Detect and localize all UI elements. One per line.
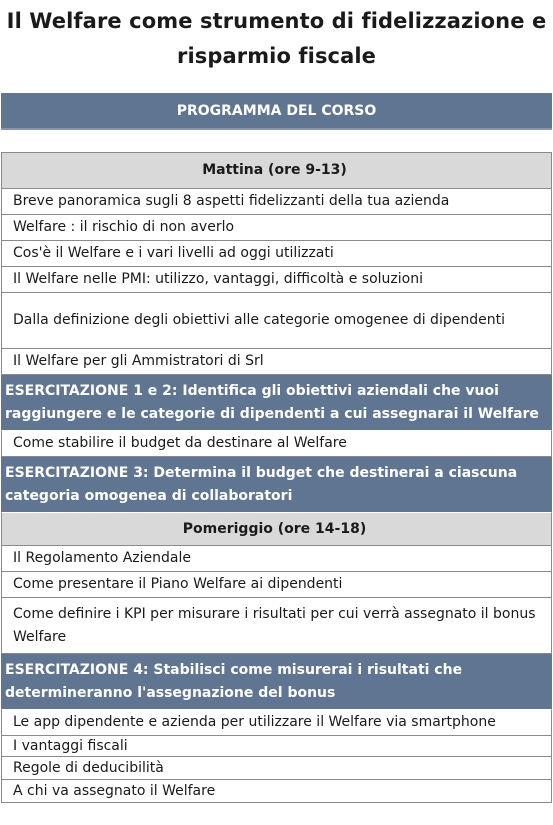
row-text: Breve panoramica sugli 8 aspetti fidelizzanti della tua azienda <box>13 193 450 209</box>
row-text: Come definire i KPI per misurare i risultati per cui verrà assegnato il bonus Welfare <box>13 605 536 645</box>
program-item <box>1 710 552 736</box>
section-header <box>1 153 552 189</box>
section-label: Pomeriggio (ore 14-18) <box>182 520 367 537</box>
row-text: Il Welfare per gli Ammistratori di Srl <box>13 353 264 369</box>
exercise-row <box>1 375 552 431</box>
program-item <box>1 757 552 780</box>
title-line-2: risparmio fiscale <box>176 44 377 68</box>
row-text: Welfare : il rischio di non averlo <box>13 219 235 235</box>
row-text: Come presentare il Piano Welfare ai dipendenti <box>13 576 343 592</box>
program-item <box>1 572 552 598</box>
row-text: Le app dipendente e azienda per utilizzare il Welfare via smartphone <box>13 714 496 730</box>
row-text: ESERCITAZIONE 3: Determina il budget che destinerai a ciascuna categoria omogenea di collaboratori <box>5 464 518 504</box>
program-item <box>1 780 552 803</box>
program-item <box>1 215 552 241</box>
row-text: Regole di deducibilità <box>13 759 164 776</box>
program-header: PROGRAMMA DEL CORSO <box>1 93 552 130</box>
program-item <box>1 598 552 654</box>
row-text: Il Regolamento Aziendale <box>13 550 192 566</box>
row-text: Dalla definizione degli obiettivi alle categorie omogenee di dipendenti <box>13 312 505 328</box>
program-item <box>1 267 552 293</box>
program-item <box>1 546 552 572</box>
row-text: I vantaggi fiscali <box>13 737 128 754</box>
section-label: Mattina (ore 9-13) <box>202 162 347 178</box>
row-text: Il Welfare nelle PMI: utilizzo, vantaggi, difficoltà e soluzioni <box>13 271 423 287</box>
exercise-row <box>1 457 552 513</box>
section-header <box>1 513 552 546</box>
program-item <box>1 189 552 215</box>
exercise-row <box>1 654 552 710</box>
page-title <box>0 4 553 74</box>
program-item <box>1 293 552 349</box>
title-line-1: Il Welfare come strumento di fidelizzazione e <box>6 9 547 33</box>
program-table <box>1 152 552 803</box>
row-text: ESERCITAZIONE 1 e 2: Identifica gli obiettivi aziendali che vuoi raggiungere e le categorie di dipendenti a cui assegnarai il Welfare <box>5 382 539 422</box>
row-text: ESERCITAZIONE 4: Stabilisci come misurerai i risultati che determineranno l'assegnazione del bonus <box>5 661 463 701</box>
program-item <box>1 736 552 757</box>
row-text: Cos'è il Welfare e i vari livelli ad oggi utilizzati <box>13 245 334 261</box>
program-item <box>1 431 552 457</box>
program-item <box>1 349 552 375</box>
row-text: Come stabilire il budget da destinare al Welfare <box>13 435 347 451</box>
program-item <box>1 241 552 267</box>
row-text: A chi va assegnato il Welfare <box>13 782 216 799</box>
